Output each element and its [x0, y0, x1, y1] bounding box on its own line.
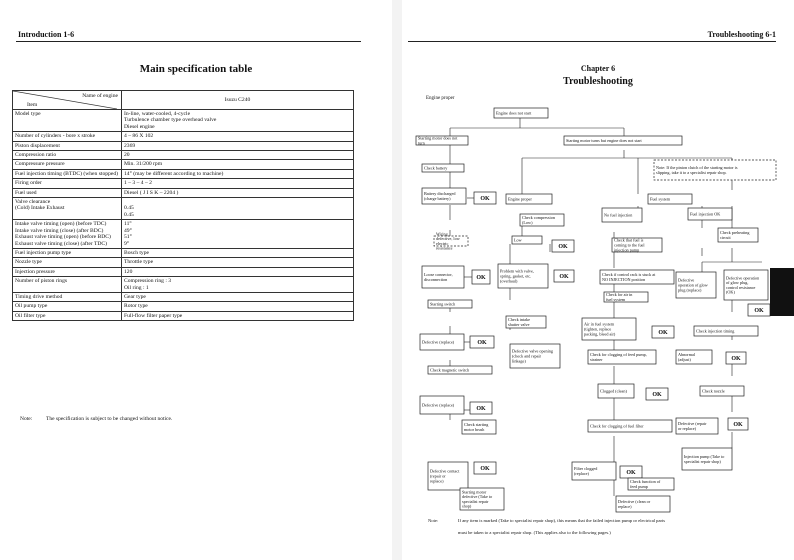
flow-text: Check magnetic switch	[430, 367, 470, 373]
item-cell: Injection pressure	[13, 267, 122, 276]
flow-box-starter-no-turn	[416, 136, 468, 146]
flow-text: No fuel injection	[604, 212, 633, 218]
flow-text: Check compression (Low)	[522, 215, 555, 225]
flow-box-nozzle-ok	[728, 418, 748, 430]
flow-text: OK	[480, 196, 490, 202]
table-row	[13, 220, 354, 249]
flow-text: Injection pump (Take to specialist repair shop)	[684, 454, 725, 464]
item-cell: Fuel used	[13, 188, 122, 197]
value-cell: Full-flow filter paper type	[122, 311, 354, 320]
table-row	[13, 248, 354, 257]
flow-text: Check function of feed pump	[630, 479, 661, 489]
value-cell: Min. 31/200 rpm	[122, 160, 354, 169]
table-row	[13, 160, 354, 169]
flow-text: Starting motor defective (Take to specialist repair shop)	[462, 489, 493, 509]
flow-box-fuel-ok	[688, 208, 732, 220]
flow-box-low	[512, 236, 542, 244]
flow-text: Defective (replace)	[422, 339, 455, 345]
flow-box-magnetic-ok	[470, 402, 492, 414]
flow-text: Check battery	[424, 165, 448, 171]
flow-box-check-air	[604, 292, 648, 302]
flow-box-fuel-system	[648, 194, 692, 204]
item-cell: Nozzle type	[13, 258, 122, 267]
flow-box-glow-ok	[748, 304, 770, 316]
header-rule	[16, 41, 361, 42]
flow-text: OK	[652, 392, 662, 398]
flow-box-battery-ok	[474, 192, 496, 204]
section-subtitle: Engine proper	[426, 96, 455, 101]
value-cell: Bosch type	[122, 248, 354, 257]
item-cell: Number of cylinders - bore x stroke	[13, 132, 122, 141]
flow-text: Check if control rack is stuck at NO INJECTION position	[602, 272, 656, 282]
flow-text: Check for clogging of fuel filter	[590, 423, 644, 429]
flow-box-valve-ok	[554, 270, 574, 282]
flow-box-air-ok	[652, 326, 674, 338]
table-row	[13, 292, 354, 301]
spec-table-title: Main specification table	[139, 63, 253, 75]
flow-text: Check injection timing	[696, 328, 735, 334]
flow-text: Defective (repair or replace)	[678, 421, 707, 431]
value-cell: 2369	[122, 141, 354, 150]
flow-text: OK	[477, 340, 487, 346]
table-row	[13, 110, 354, 132]
flow-box-loose-ok	[472, 270, 490, 284]
flow-text: OK	[733, 422, 743, 428]
flow-box-check-injection-timing	[694, 326, 758, 336]
flow-text: Filter clogged (replace)	[574, 466, 598, 476]
value-cell: Diesel ( J I S K – 2204 )	[122, 188, 354, 197]
flow-box-check-motor	[462, 420, 496, 434]
flow-box-wiring-bad	[434, 231, 468, 250]
flow-text: Wiring defective, low electric resistance	[436, 231, 460, 251]
chapter-title: Troubleshooting	[563, 76, 633, 87]
flow-box-magnetic-defective	[420, 396, 464, 414]
flow-text: Fuel injection OK	[690, 211, 721, 217]
flow-box-glow-defective	[676, 272, 716, 298]
item-cell: Compressure pressure	[13, 160, 122, 169]
flow-text: Check for air in fuel system	[606, 292, 633, 302]
flow-text: Abnormal (adjust)	[678, 352, 695, 362]
flow-text: OK	[626, 470, 636, 476]
flow-text: Air in fuel system (tighten, replace packing, bleed air)	[584, 321, 616, 337]
flow-box-nozzle-defective	[676, 418, 718, 434]
value-cell: 14° (may be different according to machine)	[122, 169, 354, 178]
flow-box-check-control-rack	[600, 270, 674, 284]
flow-text: Starting motor turns but engine does not start	[566, 138, 642, 143]
item-cell: Oil filter type	[13, 311, 122, 320]
page-header: Introduction 1-6	[18, 30, 75, 39]
flow-box-clogged-clean	[598, 384, 634, 398]
item-cell: Fuel injection timing (BTDC) (when stopped)	[13, 169, 122, 178]
item-cell: Intake valve timing (open) (before TDC) Intake valve timing (close) (after BDC) Exhaust valve timing (open) (before BDC) Exhaust valve timing (close) (after TDC)	[13, 220, 122, 249]
flow-text: Check that fuel is coming to the fuel injection pump	[614, 237, 645, 253]
flow-text: Clogged (clean)	[600, 388, 627, 394]
value-cell: 4 – 86 X 102	[122, 132, 354, 141]
item-cell: Piston displacement	[13, 141, 122, 150]
flow-box-start	[494, 108, 548, 118]
note-text: The specification is subject to be changed without notice.	[46, 416, 173, 422]
flow-box-valve-opening	[510, 344, 560, 368]
flow-box-check-clogging-pump	[588, 350, 656, 364]
table-row	[13, 179, 354, 188]
flow-text: Defective operation of glow plug, control resistance (OK)	[726, 275, 760, 295]
flow-box-check-fuel-filter	[588, 420, 672, 432]
flow-box-timing-ok	[726, 352, 746, 364]
flow-text: Engine proper	[508, 196, 532, 202]
table-row	[13, 311, 354, 320]
troubleshooting-flowchart	[402, 0, 794, 520]
flow-box-engine-proper	[506, 194, 552, 204]
flow-box-starting-ok	[470, 336, 494, 348]
flow-text: OK	[754, 308, 764, 314]
flow-text: Battery discharged (charge battery)	[424, 191, 456, 201]
chapter-tab-marker	[770, 268, 794, 316]
value-cell: In-line, water-cooled, 4-cycle Turbulence chamber type overhead valve Diesel engine	[122, 110, 354, 132]
spec-table	[12, 90, 354, 321]
flow-box-contact-defective	[428, 462, 468, 490]
flow-box-injection-pump	[682, 448, 732, 470]
engine-name: Isuzu C240	[122, 91, 354, 110]
flow-box-starting-switch	[428, 300, 472, 308]
value-cell: 1 – 3 – 4 – 2	[122, 179, 354, 188]
flow-text: OK	[476, 275, 486, 281]
book-gutter	[392, 0, 402, 560]
table-row	[13, 277, 354, 293]
note-label: Note:	[20, 416, 33, 422]
flow-box-check-fuel-reach	[612, 238, 662, 253]
flow-text: OK	[558, 244, 568, 250]
value-cell: Gear type	[122, 292, 354, 301]
flow-text: OK	[480, 466, 490, 472]
item-cell: Timing drive method	[13, 292, 122, 301]
item-cell: Fuel injection pump type	[13, 248, 122, 257]
chapter-label: Chapter 6	[580, 64, 616, 73]
flow-text: Check for clogging of feed pump, strainer	[590, 352, 647, 362]
flow-box-no-fuel	[602, 208, 642, 222]
table-row	[13, 188, 354, 197]
value-cell: 20	[122, 151, 354, 160]
flow-box-air-in-fuel	[582, 318, 636, 340]
flow-text: Fuel system	[650, 196, 671, 202]
flow-box-check-nozzle	[700, 386, 744, 396]
flow-box-clogged-ok	[646, 388, 668, 400]
flow-box-motor-defective	[460, 488, 504, 510]
table-row	[13, 302, 354, 311]
item-cell: Firing order	[13, 179, 122, 188]
flow-box-contact-ok	[474, 462, 496, 474]
flow-text: Check nozzle	[702, 388, 725, 394]
flow-box-comp-ok	[552, 240, 574, 252]
table-row	[13, 132, 354, 141]
page-header: Troubleshooting 6-1	[707, 30, 776, 39]
flow-text: OK	[658, 330, 668, 336]
table-header-row	[13, 91, 354, 110]
flow-text: Engine does not start	[496, 110, 532, 116]
item-cell: Number of piston rings	[13, 277, 122, 293]
flow-text: Problem with valve, spring, gasket, etc. (overhaul)	[500, 268, 534, 284]
flow-text: Check preheating circuit	[720, 230, 750, 240]
table-row	[13, 267, 354, 276]
table-row	[13, 151, 354, 160]
flow-text: OK	[731, 356, 741, 362]
flow-box-battery-bad	[422, 188, 466, 204]
right-page	[402, 0, 794, 560]
value-cell: Compression ring : 3 Oil ring : 1	[122, 277, 354, 293]
note-label: Note:	[428, 518, 439, 523]
flow-box-check-feed-pump	[628, 478, 674, 490]
flow-box-check-compression	[520, 214, 564, 226]
flow-box-valve-problem	[498, 264, 548, 288]
flow-box-loose-conn	[422, 266, 464, 288]
flow-text: Check starting motor brush	[464, 422, 489, 432]
flow-text: Defective (clean or replace)	[618, 499, 651, 509]
flow-text: Defective operation of glow plug (replace)	[678, 277, 708, 293]
flow-text: OK	[476, 406, 486, 412]
flow-box-filter-clogged	[572, 462, 616, 480]
value-cell: 0.45 0.45	[122, 198, 354, 220]
table-row	[13, 141, 354, 150]
flow-box-filter-ok	[620, 466, 642, 478]
flow-box-starter-turns	[564, 136, 682, 145]
value-cell: 120	[122, 267, 354, 276]
value-cell: 11° 49° 51° 9°	[122, 220, 354, 249]
value-cell: Rotor type	[122, 302, 354, 311]
flow-box-check-preheating	[718, 228, 758, 242]
item-cell: Valve clearance (Cold) Intake Exhaust	[13, 198, 122, 220]
flow-text: Defective contact (repair or replace)	[430, 468, 460, 484]
flow-text: Check intake shutter valve	[508, 317, 530, 327]
flow-text: Loose connector, disconnection	[424, 272, 453, 282]
corner-top-label: Name of engine	[82, 93, 118, 99]
flow-box-check-magnetic	[428, 366, 492, 374]
table-row	[13, 198, 354, 220]
flow-box-dashed-note	[654, 160, 776, 180]
flow-text: Low	[514, 237, 522, 243]
flow-box-check-shutter	[506, 316, 546, 328]
corner-bottom-label: Item	[27, 102, 38, 108]
flow-text: Defective (replace)	[422, 402, 455, 408]
flow-text: Starting motor does not turn	[418, 135, 458, 146]
item-cell: Oil pump type	[13, 302, 122, 311]
table-row	[13, 258, 354, 267]
flow-text: Note: If the pinion clutch of the starting motor is slipping, take it to a specialist repair shop.	[656, 165, 738, 175]
note-line-2: must be taken to a specialist repair shop. (This applies also to the following pages.)	[458, 530, 611, 535]
flow-text: Defective valve opening (check and repair linkage)	[512, 348, 553, 364]
value-cell: Throttle type	[122, 258, 354, 267]
flow-box-starting-defective	[420, 334, 464, 350]
item-cell: Compression ratio	[13, 151, 122, 160]
table-row	[13, 169, 354, 178]
flow-box-resistance-defective	[724, 270, 768, 300]
corner-cell	[13, 91, 122, 110]
flow-box-abnormal	[676, 350, 712, 364]
flow-box-check-battery	[422, 164, 464, 172]
note-line-1: If any item is marked (Take to specialist repair shop), this means that the failed injection pump or electrical parts	[458, 518, 666, 523]
left-page	[0, 0, 392, 560]
flow-box-feed-defective	[616, 496, 670, 512]
flow-text: Starting switch	[430, 301, 456, 307]
flow-text: OK	[559, 274, 569, 280]
item-cell: Model type	[13, 110, 122, 132]
